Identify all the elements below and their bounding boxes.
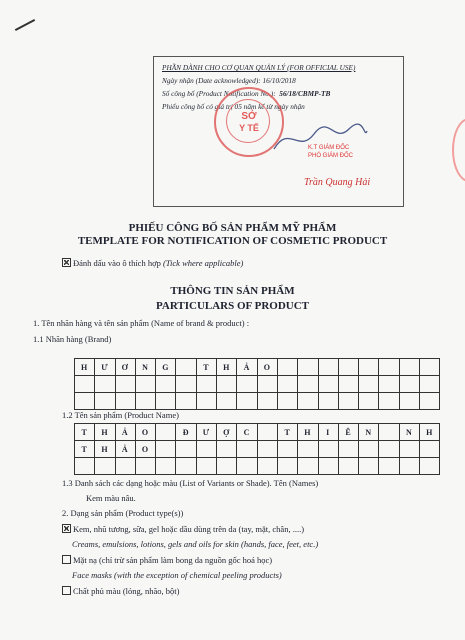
- tick-checkbox-icon: [62, 258, 71, 267]
- signer-name: Trần Quang Hải: [304, 177, 371, 188]
- product-type-option-2-en: Face masks (with the exception of chemical peeling products): [72, 570, 282, 580]
- letter-cell: [298, 393, 318, 410]
- letter-cell: [135, 458, 155, 475]
- letter-cell: [257, 376, 277, 393]
- product-type-option-2: Mặt nạ (chỉ trừ sản phẩm làm bong da nguồn gốc hoá học): [62, 554, 272, 565]
- letter-cell: [156, 376, 176, 393]
- letter-cell: H: [420, 424, 440, 441]
- letter-cell: [95, 393, 115, 410]
- letter-cell: G: [156, 359, 176, 376]
- date-acknowledged: Ngày nhận (Date acknowledged): 16/10/2018: [162, 76, 296, 85]
- letter-cell: T: [75, 441, 95, 458]
- letter-cell: O: [257, 359, 277, 376]
- letter-cell: [338, 458, 358, 475]
- validity-note: Phiếu công bố có giá trị 05 năm kể từ ngày nhận: [162, 102, 305, 111]
- letter-cell: [237, 458, 257, 475]
- letter-cell: [399, 393, 419, 410]
- letter-cell: [420, 359, 440, 376]
- letter-cell: [298, 376, 318, 393]
- letter-cell: T: [196, 359, 216, 376]
- letter-cell: [75, 458, 95, 475]
- letter-cell: [318, 376, 338, 393]
- letter-cell: [196, 458, 216, 475]
- letter-cell: H: [217, 359, 237, 376]
- unchecked-box-icon[interactable]: [62, 586, 71, 595]
- letter-cell: [298, 458, 318, 475]
- letter-cell: [338, 376, 358, 393]
- letter-cell: Ê: [338, 424, 358, 441]
- letter-cell: [379, 359, 399, 376]
- letter-cell: H: [75, 359, 95, 376]
- letter-cell: Ư: [196, 424, 216, 441]
- letter-cell: [277, 393, 297, 410]
- letter-cell: [217, 458, 237, 475]
- letter-cell: [399, 359, 419, 376]
- letter-cell: [277, 359, 297, 376]
- letter-cell: [277, 376, 297, 393]
- letter-cell: [75, 393, 95, 410]
- letter-cell: [298, 441, 318, 458]
- letter-cell: Ả: [115, 424, 135, 441]
- letter-cell: N: [359, 424, 379, 441]
- letter-cell: [156, 393, 176, 410]
- letter-cell: H: [298, 424, 318, 441]
- heading-vn: PHIẾU CÔNG BỐ SẢN PHẨM MỸ PHẨM: [128, 222, 337, 234]
- official-seal: SỞ Y TẾ: [214, 87, 284, 157]
- letter-cell: [257, 441, 277, 458]
- pen-mark: [15, 19, 35, 31]
- letter-cell: T: [75, 424, 95, 441]
- official-title: PHẦN DÀNH CHO CƠ QUAN QUẢN LÝ (FOR OFFICIAL USE): [162, 63, 356, 72]
- letter-cell: Ợ: [217, 424, 237, 441]
- letter-cell: Ơ: [115, 359, 135, 376]
- letter-cell: [399, 458, 419, 475]
- question-2: 2. Dạng sản phẩm (Product type(s)): [62, 508, 184, 518]
- section-title-vn: THÔNG TIN SẢN PHẨM: [170, 285, 295, 297]
- letter-cell: [420, 393, 440, 410]
- letter-cell: [176, 376, 196, 393]
- signer-role-2: PHÓ GIÁM ĐỐC: [308, 153, 354, 159]
- product-type-option-1-en: Creams, emulsions, lotions, gels and oils for skin (hands, face, feet, etc.): [72, 539, 319, 549]
- letter-cell: [217, 376, 237, 393]
- letter-cell: [318, 441, 338, 458]
- letter-cell: [176, 458, 196, 475]
- letter-cell: N: [135, 359, 155, 376]
- letter-cell: [176, 441, 196, 458]
- letter-cell: [115, 376, 135, 393]
- checked-box-icon[interactable]: [62, 524, 71, 533]
- product-name-label: 1.2 Tên sản phẩm (Product Name): [62, 410, 179, 420]
- section-title-en: PARTICULARS OF PRODUCT: [155, 300, 309, 312]
- letter-cell: [338, 359, 358, 376]
- letter-cell: [176, 359, 196, 376]
- brand-label: 1.1 Nhãn hàng (Brand): [33, 334, 112, 344]
- letter-cell: [156, 458, 176, 475]
- letter-cell: [75, 376, 95, 393]
- letter-cell: [217, 441, 237, 458]
- letter-cell: [318, 359, 338, 376]
- signer-role-1: K.T GIÁM ĐỐC: [308, 145, 350, 151]
- letter-cell: [338, 441, 358, 458]
- letter-cell: [379, 441, 399, 458]
- letter-cell: Ả: [237, 359, 257, 376]
- letter-cell: Đ: [176, 424, 196, 441]
- letter-cell: Ả: [115, 441, 135, 458]
- letter-cell: [399, 441, 419, 458]
- letter-cell: I: [318, 424, 338, 441]
- letter-cell: [359, 393, 379, 410]
- letter-cell: [318, 393, 338, 410]
- letter-cell: [298, 359, 318, 376]
- letter-cell: [95, 376, 115, 393]
- letter-cell: [135, 393, 155, 410]
- letter-cell: [379, 393, 399, 410]
- letter-cell: Ư: [95, 359, 115, 376]
- letter-cell: [257, 458, 277, 475]
- letter-cell: [359, 458, 379, 475]
- letter-cell: [196, 376, 216, 393]
- question-1: 1. Tên nhãn hàng và tên sản phẩm (Name of brand & product) :: [33, 318, 250, 328]
- letter-cell: C: [237, 424, 257, 441]
- product-name-grid: [74, 423, 440, 475]
- letter-cell: [217, 393, 237, 410]
- letter-cell: [359, 441, 379, 458]
- letter-cell: [399, 376, 419, 393]
- letter-cell: [95, 458, 115, 475]
- letter-cell: T: [277, 424, 297, 441]
- tick-instruction: Đánh dấu vào ô thích hợp (Tick where applicable): [62, 257, 243, 268]
- letter-cell: N: [399, 424, 419, 441]
- letter-cell: [277, 441, 297, 458]
- letter-cell: [379, 376, 399, 393]
- letter-cell: H: [95, 441, 115, 458]
- letter-cell: [176, 393, 196, 410]
- letter-cell: O: [135, 424, 155, 441]
- unchecked-box-icon[interactable]: [62, 555, 71, 564]
- letter-cell: [135, 376, 155, 393]
- letter-cell: [196, 441, 216, 458]
- letter-cell: [338, 393, 358, 410]
- letter-cell: [359, 376, 379, 393]
- letter-cell: [237, 376, 257, 393]
- letter-cell: O: [135, 441, 155, 458]
- letter-cell: [420, 376, 440, 393]
- letter-cell: H: [95, 424, 115, 441]
- letter-cell: [257, 393, 277, 410]
- letter-cell: [420, 458, 440, 475]
- letter-cell: [237, 393, 257, 410]
- letter-cell: [379, 424, 399, 441]
- letter-cell: [359, 359, 379, 376]
- product-type-option-1: Kem, nhũ tương, sữa, gel hoặc dầu dùng trên da (tay, mặt, chân, ....): [62, 523, 304, 534]
- letter-cell: [115, 458, 135, 475]
- heading-en: TEMPLATE FOR NOTIFICATION OF COSMETIC PRODUCT: [77, 235, 388, 247]
- letter-cell: [318, 458, 338, 475]
- variants-value: Kem màu nâu.: [86, 493, 136, 503]
- side-seal: [452, 118, 465, 182]
- letter-cell: [237, 441, 257, 458]
- official-use-box: [153, 56, 404, 207]
- letter-cell: [156, 441, 176, 458]
- letter-cell: [196, 393, 216, 410]
- brand-grid: [74, 358, 440, 410]
- letter-cell: [277, 458, 297, 475]
- variants-label: 1.3 Danh sách các dạng hoặc màu (List of Variants or Shade). Tên (Names): [62, 478, 319, 488]
- letter-cell: [156, 424, 176, 441]
- letter-cell: [420, 441, 440, 458]
- notification-number: Số công bố (Product Notification No.): 56/18/CBMP-TB: [162, 89, 331, 98]
- product-type-option-3: Chất phủ màu (lỏng, nhão, bột): [62, 585, 179, 596]
- letter-cell: [379, 458, 399, 475]
- letter-cell: [115, 393, 135, 410]
- letter-cell: [257, 424, 277, 441]
